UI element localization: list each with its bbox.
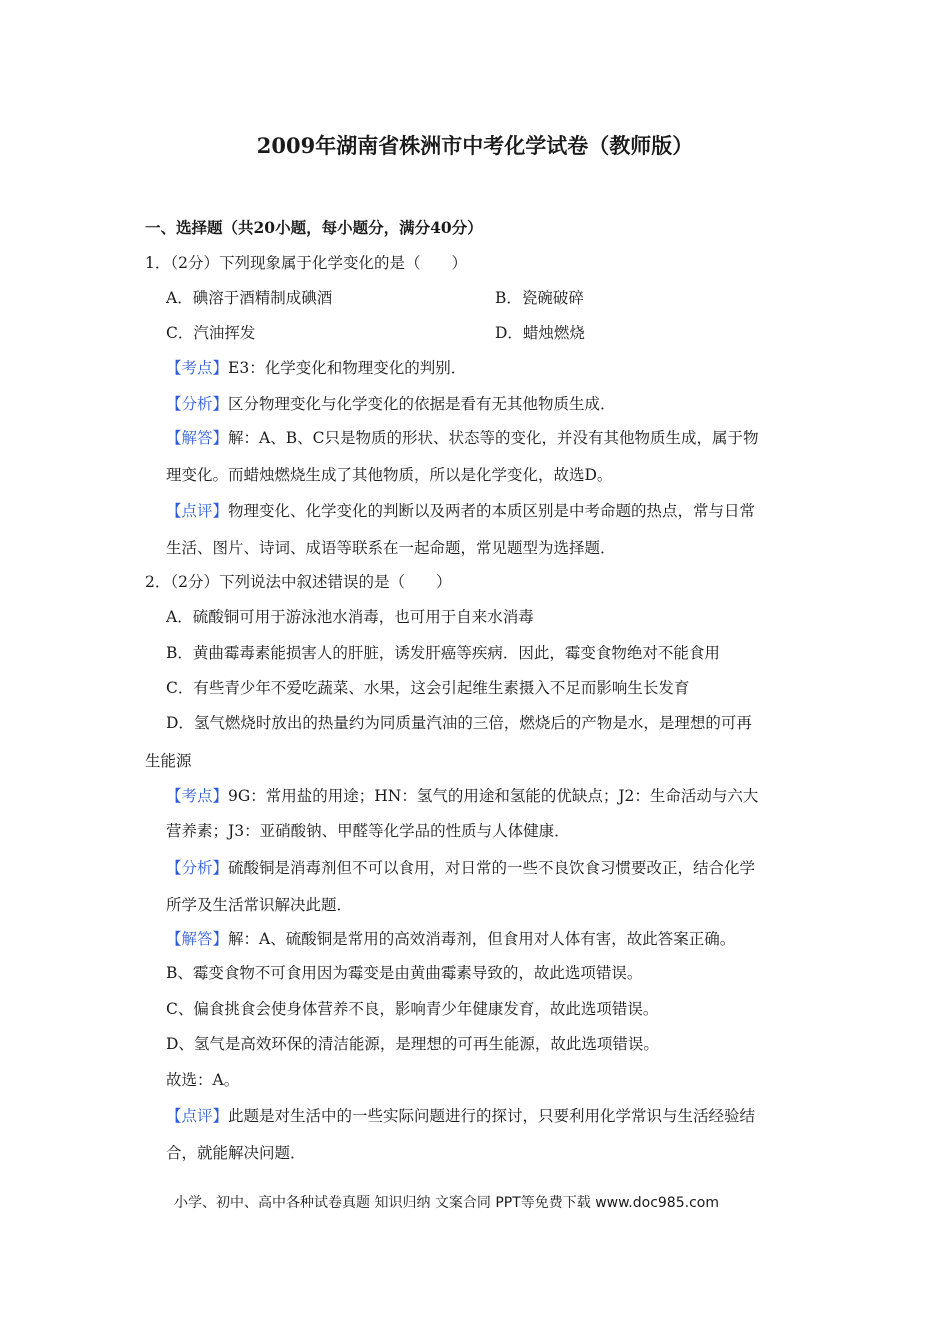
q2-fenxi-text-2: 所学及生活常识解决此题． — [166, 896, 353, 914]
q2-option-a: A．硫酸铜可用于游泳池水消毒，也可用于自来水消毒 — [166, 608, 534, 626]
q1-fenxi — [166, 394, 616, 414]
q1-kaodian-text: E3：化学变化和物理变化的判别． — [228, 359, 467, 377]
q2-stem: 2．（2分）下列说法中叙述错误的是（ ） — [145, 573, 452, 591]
q1-fenxi-text: 区分物理变化与化学变化的依据是看有无其他物质生成． — [228, 395, 616, 413]
q1-dianping — [166, 501, 755, 521]
document-title: 2009年湖南省株洲市中考化学试卷（教师版） — [256, 133, 694, 158]
q2-kaodian-tag: 【考点】 — [166, 787, 229, 805]
q2-dianping — [166, 1106, 755, 1126]
q1-option-b: B．瓷碗破碎 — [495, 289, 584, 307]
q2-kaodian-text-1: 9G：常用盐的用途；HN：氢气的用途和氢能的优缺点；J2：生命活动与六大 — [228, 787, 759, 805]
q1-dianping-text-2: 生活、图片、诗词、成语等联系在一起命题，常见题型为选择题． — [166, 539, 616, 557]
q1-dianping-text-1: 物理变化、化学变化的判断以及两者的本质区别是中考命题的热点，常与日常 — [228, 502, 756, 520]
q2-fenxi-tag: 【分析】 — [166, 859, 229, 877]
q2-jieda-tag: 【解答】 — [166, 930, 229, 948]
q2-jieda-text-4: D、氢气是高效环保的清洁能源，是理想的可再生能源，故此选项错误。 — [166, 1035, 659, 1053]
q2-option-d-2: 生能源 — [145, 752, 192, 770]
q1-jieda-text-1: 解：A、B、C只是物质的形状、状态等的变化，并没有其他物质生成，属于物 — [228, 429, 759, 447]
q2-jieda-text-5: 故选：A。 — [166, 1071, 240, 1089]
q1-kaodian — [166, 358, 466, 378]
q1-jieda-text-2: 理变化。而蜡烛燃烧生成了其他物质，所以是化学变化，故选D。 — [166, 466, 613, 484]
q2-option-c: C．有些青少年不爱吃蔬菜、水果，这会引起维生素摄入不足而影响生长发育 — [166, 679, 690, 697]
q2-kaodian — [166, 786, 758, 806]
q2-fenxi-text-1: 硫酸铜是消毒剂但不可以食用，对日常的一些不良饮食习惯要改正，结合化学 — [228, 859, 756, 877]
q1-dianping-tag: 【点评】 — [166, 502, 229, 520]
q2-option-b: B．黄曲霉毒素能损害人的肝脏，诱发肝癌等疾病．因此，霉变食物绝对不能食用 — [166, 644, 720, 662]
q2-jieda-text-1: 解：A、硫酸铜是常用的高效消毒剂，但食用对人体有害，故此答案正确。 — [228, 930, 736, 948]
q1-option-d: D．蜡烛燃烧 — [495, 324, 585, 342]
q1-kaodian-tag: 【考点】 — [166, 359, 229, 377]
q2-dianping-text-1: 此题是对生活中的一些实际问题进行的探讨，只要利用化学常识与生活经验结 — [228, 1107, 756, 1125]
q1-fenxi-tag: 【分析】 — [166, 395, 229, 413]
q1-jieda — [166, 428, 758, 448]
q2-dianping-tag: 【点评】 — [166, 1107, 229, 1125]
q2-jieda-text-3: C、偏食挑食会使身体营养不良，影响青少年健康发育，故此选项错误。 — [166, 1000, 659, 1018]
q2-dianping-text-2: 合，就能解决问题． — [166, 1144, 306, 1162]
section-heading: 一、选择题（共20小题，每小题分，满分40分） — [145, 218, 483, 237]
q1-option-a: A．碘溶于酒精制成碘酒 — [166, 289, 333, 307]
q1-option-c: C．汽油挥发 — [166, 324, 256, 342]
q2-jieda-text-2: B、霉变食物不可食用因为霉变是由黄曲霉素导致的，故此选项错误。 — [166, 964, 643, 982]
q1-jieda-tag: 【解答】 — [166, 429, 229, 447]
q1-stem: 1．（2分）下列现象属于化学变化的是（ ） — [145, 254, 467, 272]
q2-jieda — [166, 929, 735, 949]
q2-fenxi — [166, 858, 755, 878]
q2-kaodian-text-2: 营养素；J3：亚硝酸钠、甲醛等化学品的性质与人体健康． — [166, 822, 570, 840]
footer-banner: 小学、初中、高中各种试卷真题 知识归纳 文案合同 PPT等免费下载 www.doc985.com — [174, 1195, 719, 1211]
q2-option-d-1: D．氢气燃烧时放出的热量约为同质量汽油的三倍，燃烧后的产物是水，是理想的可再 — [166, 714, 752, 732]
